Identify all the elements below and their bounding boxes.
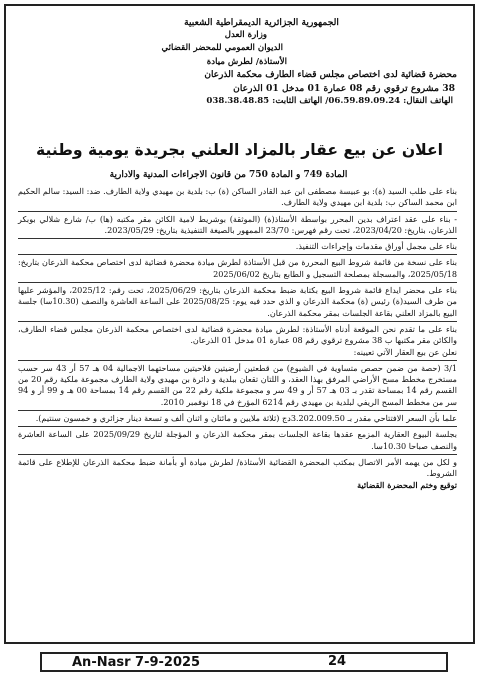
divider [18,282,457,283]
divider [18,454,457,455]
paragraph-session: بجلسة البيوع العقارية المزمع عقدها بقاعة الجلسات بمقر محكمة الذرعان و المؤجلة لتاريخ 2025/09/29 على الساعة العاشرة والنصف صباحا 10.30سا. [18,429,457,451]
divider [18,238,457,239]
notice-frame [4,4,475,644]
republic-line: الجمهورية الجزائرية الديمقراطية الشعبية [184,17,339,28]
notice-title: اعلان عن بيع عقار بالمزاد العلني بجريدة يومية وطنية [36,141,443,159]
divider [18,426,457,427]
paragraph-procedures: بناء على مجمل أوراق مقدمات وإجراءات التنفيذ. [295,241,457,252]
legal-basis: المادة 749 و المادة 750 من قانون الاجراءات المدنية والادارية [109,170,348,180]
page-footer [40,652,448,672]
paragraph-debt-deed: - بناء على عقد اعتراف بدين المحرر بواسطة الأستاذ(ة) (الموثقة) بوشريط لامية الكائن مقر مكتبه (ها) ب/ شارع شلالي بوبكر الذرعان، بتاريخ: 2023/04/20، تحت رقم فهرس: 23/70 الممهور بالصيغة التنفيذية بتاريخ: 2023/05/29. [18,213,457,235]
paragraph-bailiff: بناء على ما تقدم نحن الموقعة أدناه الأستاذة: لطرش ميادة محضرة قضائية لدى اختصاص محكمة الذرعان مجلس قضاء الطارف، والكائن مقر مكتبها ب 38 مشروع ترقوي رقم 08 عمارة 01 مدخل 01 الذرعان. [18,323,457,346]
divider [18,410,457,411]
signature-line: توقيع وختم المحضرة القضائية [357,479,457,490]
page-number: 24 [328,654,347,669]
paragraph-contact: و لكل من يهمه الأمر الاتصال بمكتب المحضرة القضائية الأستاذة/ لطرش ميادة أو بأمانة ضبط محكمة الذرعان للإطلاع على قائمة الشروط. [18,456,457,479]
phones-line: الهاتف النقال: 06.59.89.09.24/ الهاتف الثابت: 038.38.48.85 [206,96,453,107]
ministry-line: وزارة العدل [224,30,267,41]
paragraph-deposit: بناء على محضر ايداع قائمة شروط البيع بكتابة ضبط محكمة الذرعان بتاريخ: 2025/06/29، تحت رقم: 2025/12، والمؤشر عليها من طرف السيد(ة) رئيس (ة) محكمة الذرعان و الذي حدد فيه يوم: 2025/08/25 على الساعة العاشرة والنصف (10.30سا) جلسة البيع بالمزاد العلني بقاعة الجلسات بمقر محكمة الذرعان. [18,285,457,318]
court-line: محضرة قضائية لدى اختصاص مجلس قضاء الطارف محكمة الذرعان [204,69,457,80]
paragraph-announce: نعلن عن بيع العقار الآتي تعيينه: [353,346,457,357]
divider [18,360,457,361]
paragraph-property: 3/1 (حصة من ضمن حصص متساوية في الشيوع) من قطعتين أرضيتين فلاحيتين مساحتهما الاجمالية 04 هـ 57 أر 43 سر حسب مستخرج مخطط مسح الأراضي المرفق بهذا العقد، و اللتان تقعان ببلدية و دائرة بن مهيدي ولاية الطارف مجموعة ملكية رقم 20 من القسم رقم 14 بمساحة تقدر بـ 03 هـ 57 أر و 49 سر و مجموعة ملكية رقم 22 من القسم رقم 14 بمساحة 00 هـ و 99 أر و 94 سر من مخطط المسح الريفي لبلدية بن مهيدي رقم 6214 المؤرخ في 18 نوفمبر 2010. [18,362,458,407]
address-line: 38 مشروع ترقوي رقم 08 عمارة 01 مدخل 01 الذرعان [233,83,455,95]
divider [18,321,457,322]
office-line: الديوان العمومي للمحضر القضائي [161,43,283,54]
paragraph-parties: بناء على طلب السيد (ة): بو عبيسة مصطفى ابن عبد القادر الساكن (ة) ب: بلدية بن مهيدي ولاية الطارف. ضد: السيد: سالم الحكيم ابن محمد الساكن ب: بلدية ابن مهيدي ولاية الطارف. [18,186,457,208]
paragraph-conditions: بناء على نسخة من قائمة شروط البيع المحررة من قبل الأستاذة لطرش ميادة محضرة قضائية لدى اختصاص محكمة الذرعان بتاريخ: 2025/05/18، والمسجلة بمصلحة التسجيل و الطابع بتاريخ 2025/06/02 [18,257,457,279]
divider [18,211,457,212]
office-header [17,16,457,108]
bailiff-name: الأستاذة/ لطرش ميادة [206,56,287,67]
paragraph-price: علما بأن السعر الافتتاحي مقدر بـ 3.202.009.50دج (ثلاثة ملايين و مائتان و اثنان ألف و تسعة دينار جزائري و خمسون سنتيم). [35,413,457,424]
divider [18,254,457,255]
publication-date: An-Nasr 7-9-2025 [72,655,201,670]
notice-body [18,186,457,491]
